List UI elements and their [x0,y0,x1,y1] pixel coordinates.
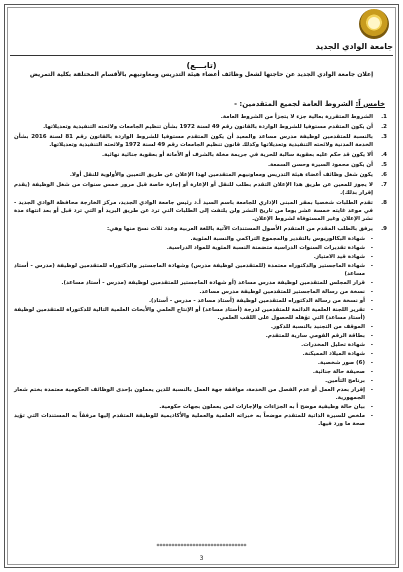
condition-number: 3. [381,134,387,140]
document-item [14,288,373,296]
document-text: الموقف من التجنيد بالنسبة للذكور. [270,324,365,330]
document-item [14,386,373,402]
bullet-icon: - [370,351,373,357]
document-text: صحيفة حالة جنائية. [312,369,365,375]
section-label: خامس اً: [355,100,385,108]
bullet-icon: - [370,378,373,384]
document-item [14,368,373,376]
bullet-icon: - [370,360,373,366]
bullet-icon: - [370,263,373,269]
document-item [14,262,373,278]
bullet-icon: - [370,404,373,410]
document-text: شهادة تحليل المخدرات. [301,342,365,348]
bullet-icon: - [370,289,373,295]
document-text: (6) صور شخصية. [317,360,365,366]
condition-item [14,199,387,223]
document-item [14,244,373,252]
document-item [14,377,373,385]
condition-item [14,123,387,131]
document-item [14,403,373,411]
bullet-icon: - [370,342,373,348]
bullet-icon: - [370,324,373,330]
page-number: 3 [199,555,204,562]
condition-text: لا يجوز للمعين عن طريق هذا الإعلان التقدم بطلب للنقل أو الإعارة أو إجازة خاصة قبل مرور خمس سنوات من شغل الوظيفة (يقدم إقرار بذلك). [14,182,373,196]
document-text: بيان حالة وظيفية موضح أ به الجزاءات والإجازات لمن يعملون بجهات حكومية. [159,404,365,410]
bullet-icon: - [370,413,373,419]
condition-number: 4. [381,152,387,158]
header-divider [10,55,393,56]
document-text: قرار المجلس للمتقدمين لوظيفة مدرس مساعد (أو شهادة الماجستير للمتقدمين لوظيفة (مدرس - أستاذ مساعد). [61,280,365,286]
document-item [14,341,373,349]
bullet-icon: - [370,236,373,242]
document-text: أو نسخة من رسالة الدكتوراه للمتقدمين لوظيفة (أستاذ مساعد - مدرس - أستاذ). [148,298,365,304]
bullet-icon: - [370,245,373,251]
university-seal-icon [359,9,389,39]
condition-number: 2. [381,124,387,130]
conditions-list [14,113,387,429]
document-text: تقرير اللجنة العلمية الدائمة للمتقدمين لدرجة (أستاذ مساعد) أو الإنتاج العلمي والأبحاث العلمية التالية للدكتوراة للمتقدمين لوظيفة (أستاذ مساعد) التي تؤهله للحصول على اللقب العلمي. [14,307,365,321]
condition-number: 9. [381,226,387,232]
condition-text: أن يكون المتقدم مستوفيا للشروط الواردة بالقانون رقم 49 لسنة 1972 بشأن تنظيم الجامعات ولائحته التنفيذية وتعديلاتها. [43,124,373,130]
condition-text: أن يكون محمود السيرة وحسن السمعة. [267,162,373,168]
condition-item [14,225,387,233]
condition-text: تقدم الطلبات شخصيا بمقر المبنى الإداري للجامعة باسم السيد أ.د رئيس جامعة الوادي الجديد، مركز الخارجة محافظة الوادي الجديد - في موعد غايته خمسة عشر يوما من تاريخ النشر ولن يلتفت إلى الطلبات التي ترد عن طريق البريد أو التي ترد قبل أو بعد انتهاء مدة نشر الإعلان وغير المستوفاة لشروط الإعلان. [14,200,373,222]
document-text: نسخة من رسالة الماجستير للمتقدمين لوظيفة مدرس مساعد. [199,289,365,295]
document-text: شهادة قيد الامتياز. [313,254,365,260]
document-text: ملخص للسيرة الذاتية للمتقدم موضحاً به خبراته العلمية والعملية والأكاديمية للوظيفة المتقدم إليها مرفقاً به المستندات التي تؤيد صحة ما ورد فيها. [14,413,365,427]
bullet-icon: - [370,280,373,286]
condition-item [14,133,387,149]
document-item [14,359,373,367]
document-item [14,332,373,340]
condition-item [14,181,387,197]
bullet-icon: - [370,254,373,260]
condition-number: 8. [381,200,387,206]
document-text: شهادة تقديرات السنوات الدراسية متضمنة النسبة المئوية للمواد الدراسية. [166,245,365,251]
section-text: الشروط العامة لجميع المتقدمين: - [234,100,356,108]
document-item [14,350,373,358]
bullet-icon: - [370,387,373,393]
document-item [14,323,373,331]
condition-text: ألا يكون قد حكم عليه بعقوبة سالبة للحرية في جريمة مخلة بالشرف أو الأمانة أو بعقوبة جنائية نهائية. [101,152,373,158]
condition-text: يكون شغل وظائف أعضاء هيئة التدريس ومعاونيهم المتقدمين لهذا الإعلان عن طريق التعيين والأولوية للنقل أولا. [69,172,373,178]
condition-number: 6. [381,172,387,178]
document-text: شهادة الماجستير والدكتوراه معتمدة (للمتقدمين لوظيفة مدرس) وشهادة الماجستير والدكتوراه للمتقدمين لوظيفة (مدرس - أستاذ مساعد) [14,263,365,277]
document-item [14,306,373,322]
condition-item [14,171,387,179]
condition-text: الشروط المتقررة بعالية جزء لا يتجزأ من الشروط العامة. [220,114,373,120]
document-item [14,279,373,287]
condition-text: بالنسبة للمتقدمين لوظيفة مدرس مساعد والمعيد أن يكون المتقدم مستوفيا للشروط الواردة بالقانون رقم 81 لسنة 2016 بشأن الخدمة المدنية ولائحته التنفيذية وتعديلاتها وكذلك قانون تنظيم الجامعات رقم 49 لسنة 1972 ولائحته التنفيذية وتعديلاتها. [14,134,373,148]
bullet-icon: - [370,369,373,375]
document-item [14,412,373,428]
document-item [14,297,373,305]
announcement-intro: إعلان جامعة الوادي الجديد عن حاجتها لشغل وظائف أعضاء هيئة التدريس ومعاونيهم بالأقسام المختلفة بكلية التمريض [29,71,374,78]
separator: ****************************** [156,543,247,550]
condition-item [14,151,387,159]
condition-number: 7. [381,182,387,188]
document-text: شهادة الميلاد المميكنة. [302,351,365,357]
condition-number: 5. [381,162,387,168]
condition-item [14,113,387,121]
condition-number: 1. [381,114,387,120]
document-text: إقرار بعدم العمل أو عدم الفصل من الخدمة، موافقة جهة العمل بالنسبة للذين يعملون بإحدى الوظائف الحكومية معتمدة بختم شعار الجمهورية. [14,387,365,401]
document-text: برنامج التأمين. [325,378,365,384]
document-item [14,235,373,243]
bullet-icon: - [370,333,373,339]
bullet-icon: - [370,298,373,304]
page-title: (تابـــع) [186,61,217,70]
document-text: بطاقة الرقم القومي سارية للمتقدم. [265,333,365,339]
document-text: شهادة البكالوريوس بالتقدير والمجموع التراكمي والنسبة المئوية. [190,236,365,242]
condition-item [14,161,387,169]
bullet-icon: - [370,307,373,313]
university-name: جامعة الوادي الجديد [315,42,393,51]
section-heading [234,100,385,108]
document-item [14,253,373,261]
condition-text: يرفق بالطلب المقدم من المتقدم الأصول المستندات الآتية باللغة العربية وعدد ثلاث نسخ منها وهي: [106,226,373,232]
